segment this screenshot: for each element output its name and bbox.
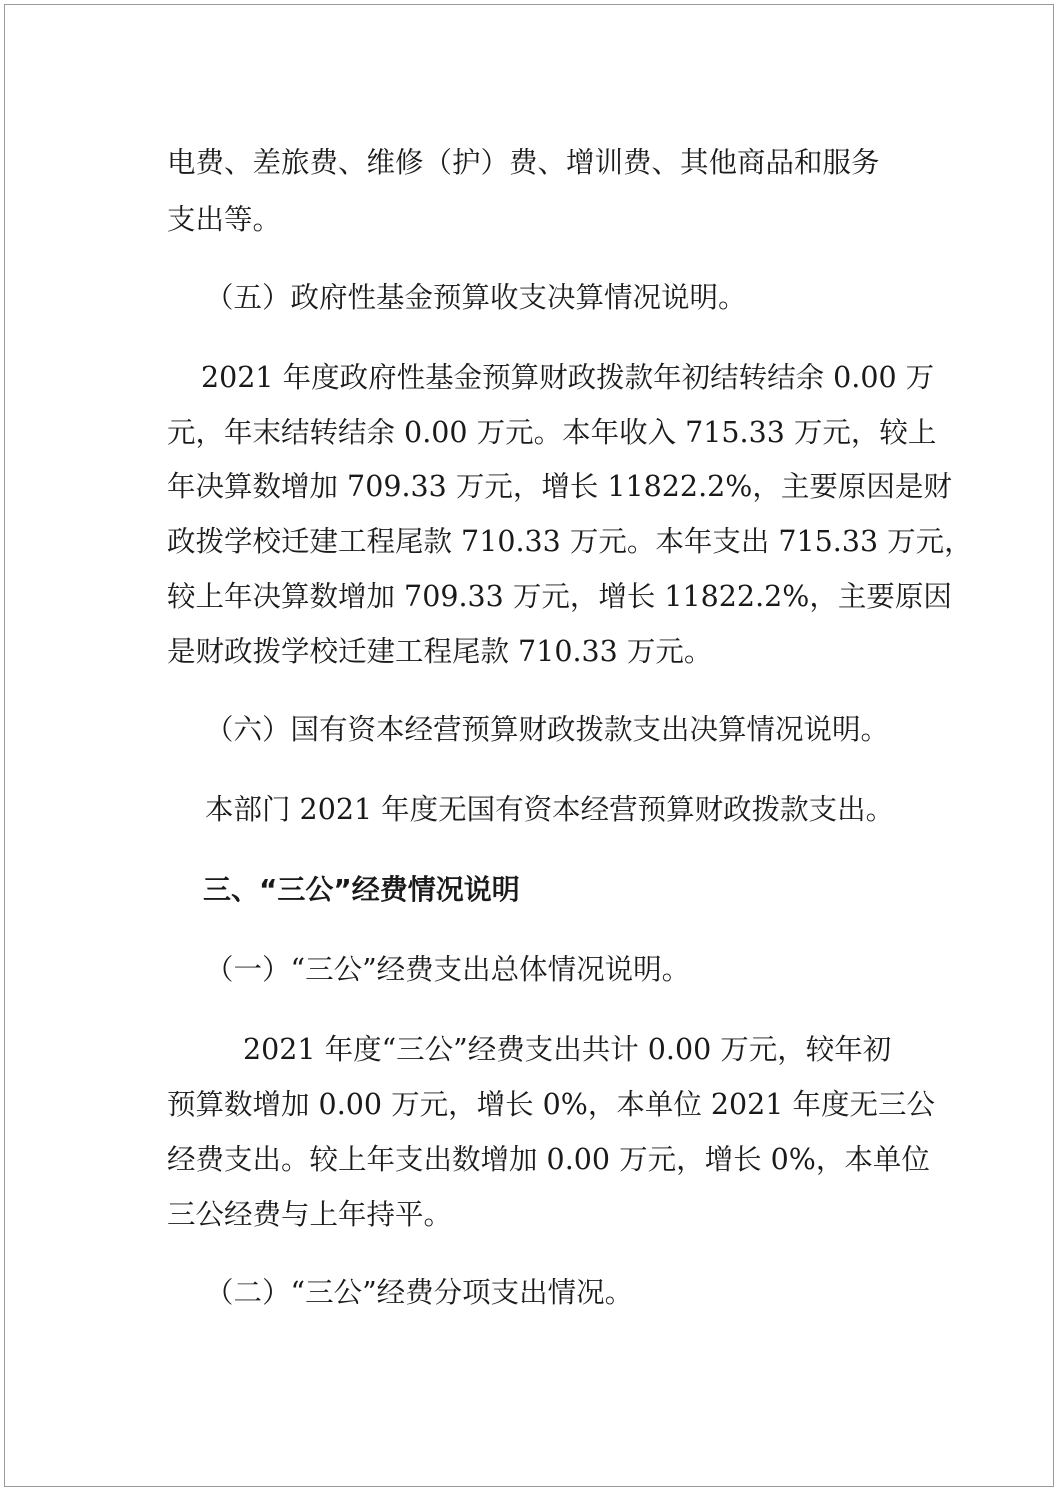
document-page <box>4 4 1054 1487</box>
text-line-7: 政拨学校迁建工程尾款 710.33 万元。本年支出 715.33 万元， <box>167 525 973 558</box>
text-line-1: 电费、差旅费、维修（护）费、增训费、其他商品和服务 <box>167 146 880 179</box>
text-line-17: 三公经费与上年持平。 <box>167 1198 453 1231</box>
subsection-title-2: （二）“三公”经费分项支出情况。 <box>205 1276 634 1309</box>
subsection-title-5: （五）政府性基金预算收支决算情况说明。 <box>205 281 747 314</box>
text-line-15: 预算数增加 0.00 万元，增长 0%，本单位 2021 年度无三公 <box>167 1088 935 1121</box>
text-line-4: 2021 年度政府性基金预算财政拨款年初结转结余 0.00 万 <box>201 361 935 394</box>
text-line-16: 经费支出。较上年支出数增加 0.00 万元，增长 0%，本单位 <box>167 1143 930 1176</box>
text-line-6: 年决算数增加 709.33 万元，增长 11822.2%，主要原因是财 <box>167 470 952 503</box>
text-line-2: 支出等。 <box>167 203 282 236</box>
subsection-title-6: （六）国有资本经营预算财政拨款支出决算情况说明。 <box>205 713 890 746</box>
text-line-14: 2021 年度“三公”经费支出共计 0.00 万元，较年初 <box>243 1033 892 1066</box>
text-line-11: 本部门 2021 年度无国有资本经营预算财政拨款支出。 <box>205 793 895 826</box>
subsection-title-1: （一）“三公”经费支出总体情况说明。 <box>205 953 691 986</box>
text-line-9: 是财政拨学校迁建工程尾款 710.33 万元。 <box>167 635 713 668</box>
text-line-5: 元，年末结转结余 0.00 万元。本年收入 715.33 万元，较上 <box>167 416 937 449</box>
section-heading-3: 三、“三公”经费情况说明 <box>203 873 520 906</box>
text-line-8: 较上年决算数增加 709.33 万元，增长 11822.2%，主要原因 <box>167 580 952 613</box>
